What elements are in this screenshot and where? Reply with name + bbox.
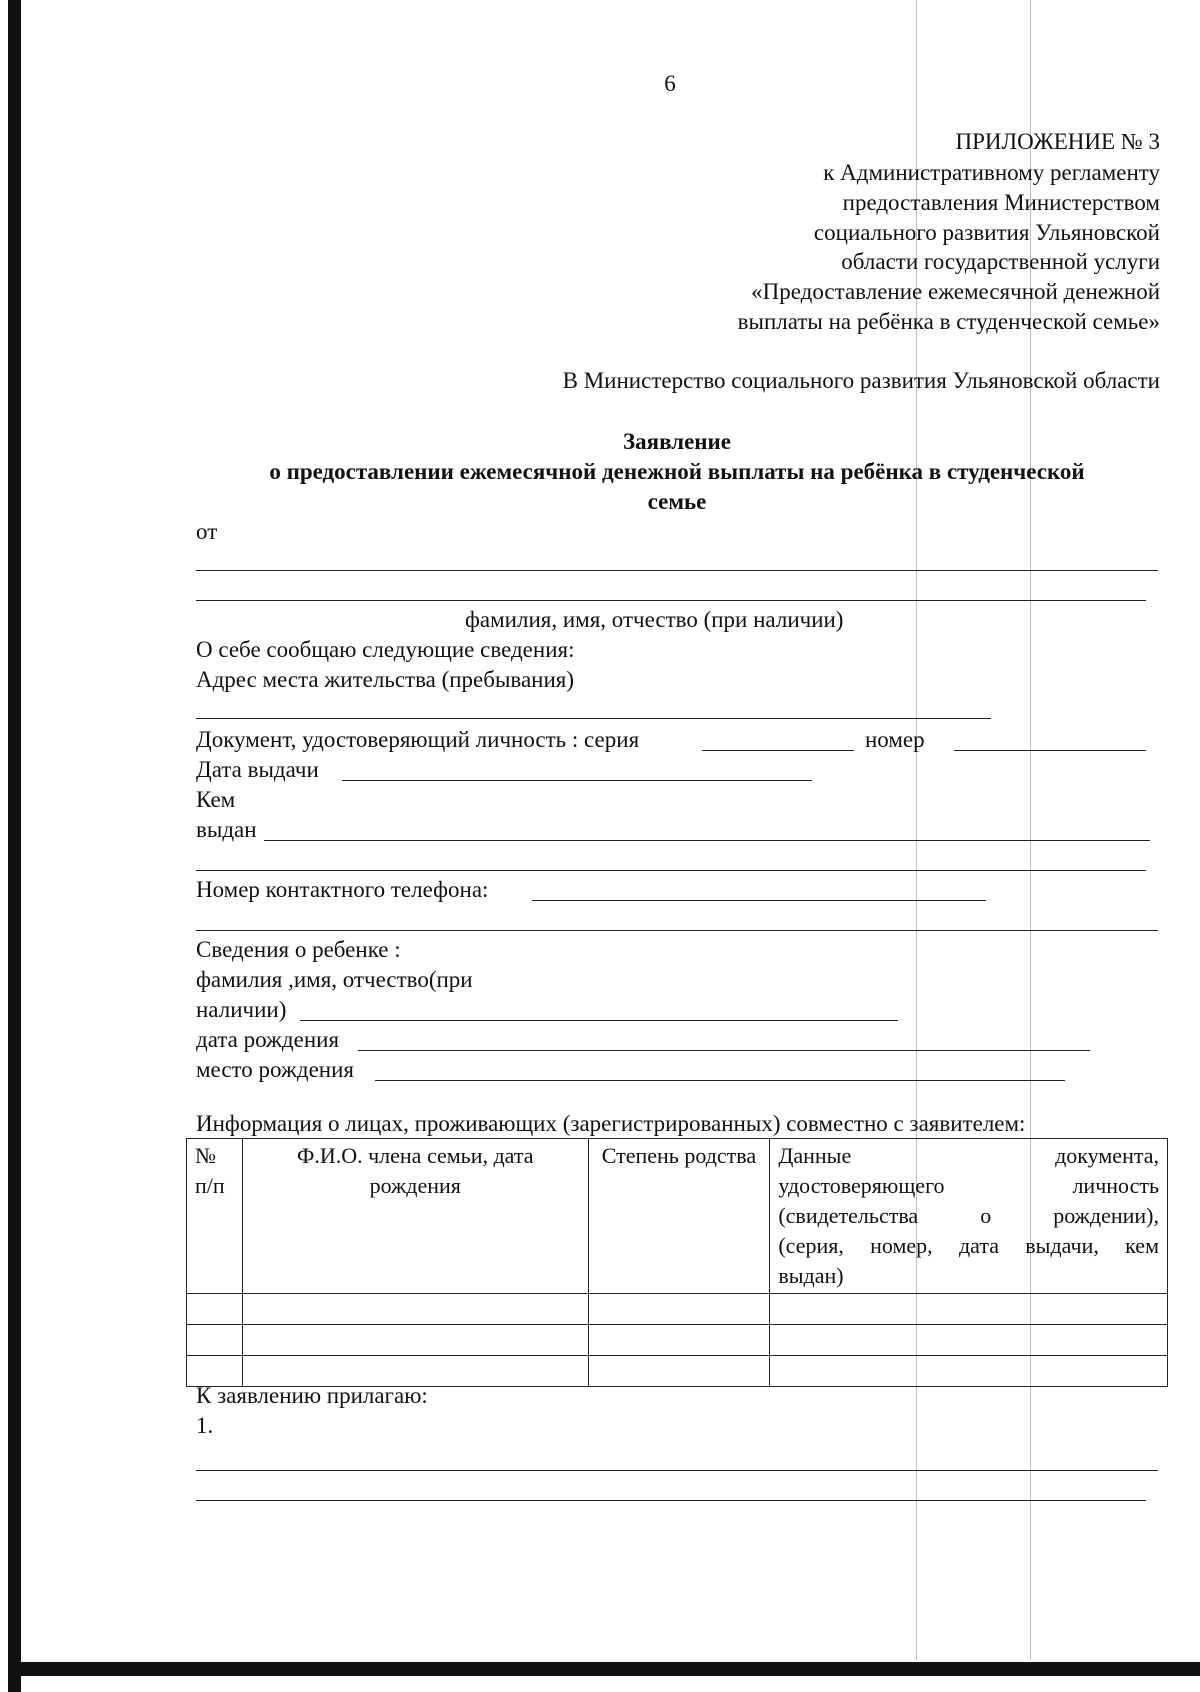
- about-self-label: О себе сообщаю следующие сведения:: [196, 637, 575, 662]
- table-cell[interactable]: [588, 1356, 770, 1387]
- birth-place-field[interactable]: [375, 1080, 1065, 1081]
- table-cell[interactable]: [588, 1325, 770, 1356]
- table-row: [187, 1325, 1168, 1356]
- appendix-line: области государственной услуги: [841, 249, 1160, 274]
- page-number: 6: [664, 71, 676, 96]
- header-relation: Степень родства: [588, 1139, 770, 1294]
- id-number-label: номер: [865, 727, 925, 752]
- id-number-field[interactable]: [954, 750, 1146, 751]
- attachment-field[interactable]: [196, 1500, 1146, 1501]
- table-cell[interactable]: [588, 1294, 770, 1325]
- child-info-label: Сведения о ребенке :: [196, 937, 401, 962]
- table-cell[interactable]: [770, 1294, 1168, 1325]
- appendix-line: «Предоставление ежемесячной денежной: [751, 279, 1160, 304]
- table-cell[interactable]: [187, 1325, 243, 1356]
- birth-place-label: место рождения: [196, 1057, 354, 1082]
- address-label: Адрес места жительства (пребывания): [196, 667, 575, 692]
- issue-date-field[interactable]: [342, 780, 812, 781]
- issued-by-label: Кем: [196, 787, 236, 812]
- appendix-line: социального развития Ульяновской: [813, 220, 1160, 245]
- child-fio-field[interactable]: [300, 1020, 898, 1021]
- birth-date-label: дата рождения: [196, 1027, 340, 1052]
- id-series-field[interactable]: [702, 750, 854, 751]
- from-label: от: [196, 519, 218, 544]
- table-cell[interactable]: [242, 1294, 588, 1325]
- table-cell[interactable]: [242, 1325, 588, 1356]
- issue-date-label: Дата выдачи: [196, 757, 319, 782]
- document-subtitle: семье: [647, 489, 707, 514]
- issued-by-label: выдан: [196, 817, 257, 842]
- addressee: В Министерство социального развития Ульяновской области: [562, 368, 1160, 393]
- birth-date-field[interactable]: [358, 1050, 1090, 1051]
- header-document: Данные документа, удостоверяющего личность (свидетельства о рождении), (серия, номер, дата выдачи, кем выдан): [770, 1139, 1168, 1294]
- fio-caption: фамилия, имя, отчество (при наличии): [465, 607, 844, 632]
- table-header-row: [187, 1139, 1168, 1294]
- applicant-name-field[interactable]: [196, 600, 1146, 601]
- scan-shadow-bottom: [8, 1662, 1200, 1676]
- residents-table: [186, 1138, 1168, 1387]
- appendix-line: предоставления Министерством: [842, 190, 1160, 215]
- applicant-name-field[interactable]: [196, 570, 1158, 571]
- child-fio-label: фамилия ,имя, отчество(при: [196, 967, 473, 992]
- document-title: Заявление: [622, 429, 732, 454]
- table-cell[interactable]: [770, 1325, 1168, 1356]
- appendix-line: выплаты на ребёнка в студенческой семье»: [737, 309, 1160, 334]
- appendix-line: к Административному регламенту: [823, 160, 1160, 185]
- phone-label: Номер контактного телефона:: [196, 877, 489, 902]
- child-fio-label: наличии): [196, 997, 287, 1022]
- attachments-label: К заявлению прилагаю:: [196, 1383, 428, 1408]
- table-cell[interactable]: [187, 1294, 243, 1325]
- table-cell[interactable]: [770, 1356, 1168, 1387]
- phone-field[interactable]: [532, 900, 986, 901]
- id-doc-label: Документ, удостоверяющий личность : серия: [196, 727, 640, 752]
- phone-field[interactable]: [196, 930, 1158, 931]
- header-num: № п/п: [187, 1139, 243, 1294]
- residents-info-label: Информация о лицах, проживающих (зарегистрированных) совместно с заявителем:: [196, 1111, 1026, 1136]
- address-field[interactable]: [196, 718, 991, 719]
- attachment-item-number: 1.: [196, 1413, 214, 1438]
- table-row: [187, 1294, 1168, 1325]
- appendix-title: ПРИЛОЖЕНИЕ № 3: [955, 129, 1160, 154]
- header-fio: Ф.И.О. члена семьи, дата рождения: [242, 1139, 588, 1294]
- issued-by-field[interactable]: [196, 870, 1146, 871]
- issued-by-field[interactable]: [264, 840, 1150, 841]
- document-subtitle: о предоставлении ежемесячной денежной выплаты на ребёнка в студенческой: [269, 459, 1085, 484]
- attachment-field[interactable]: [196, 1470, 1158, 1471]
- scan-shadow-left: [8, 0, 21, 1692]
